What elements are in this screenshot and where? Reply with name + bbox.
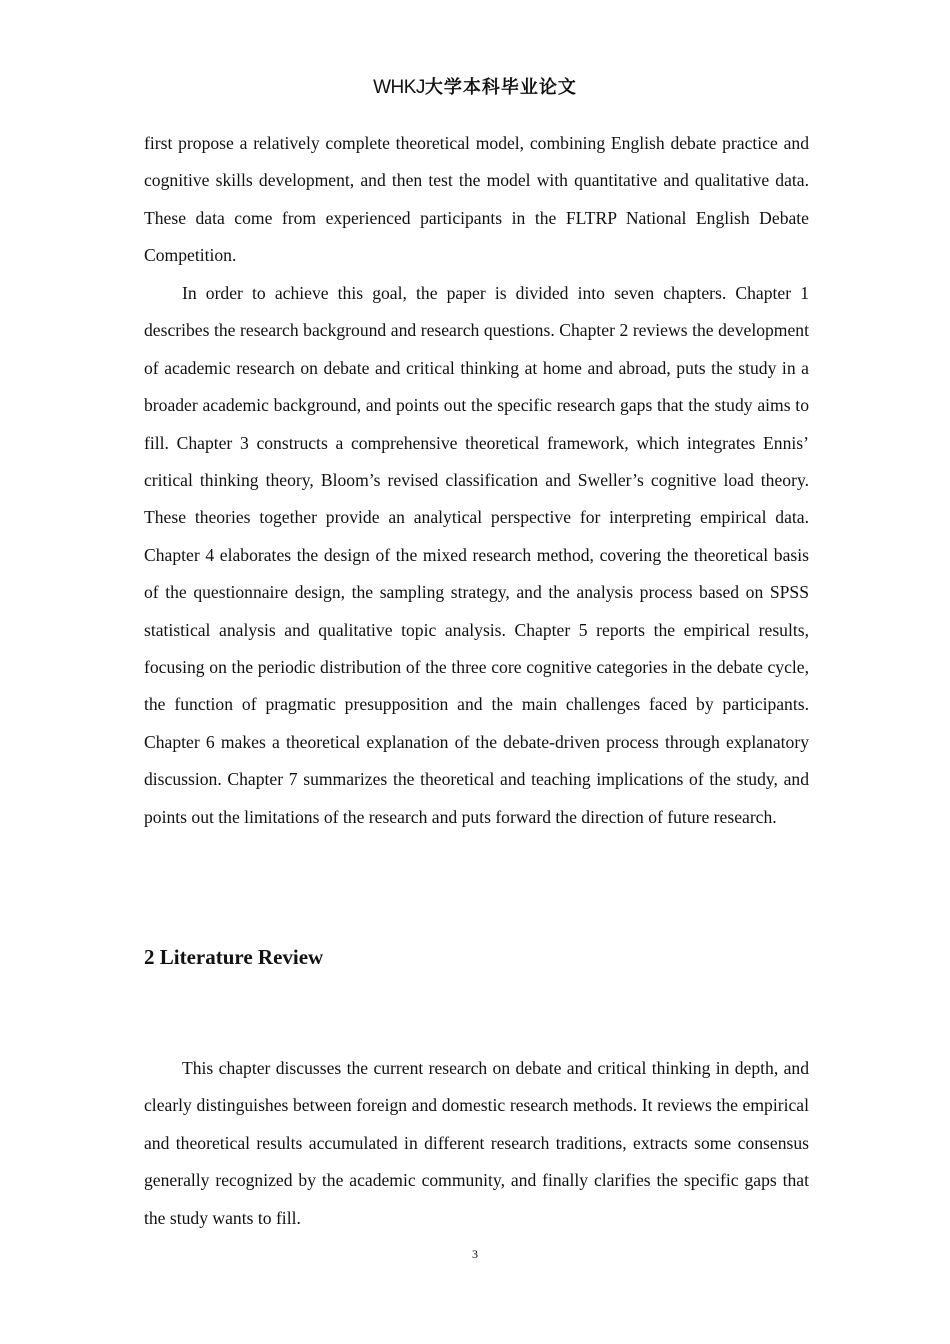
header-latin-text: WHKJ	[373, 77, 425, 98]
body-paragraph-continued: first propose a relatively complete theoretical model, combining English debate practice and cognitive skills development, and then test the model with quantitative and qualitative data. These data come from experienced participants in the FLTRP National English Debate Competition.	[144, 133, 809, 266]
body-paragraph-literature-intro: This chapter discusses the current research on debate and critical thinking in depth, and clearly distinguishes between foreign and domestic research methods. It reviews the empirical and theoretical results accumulated in different research traditions, extracts some consensus generally recognized by the academic community, and finally clarifies the specific gaps that the study wants to fill.	[144, 1058, 809, 1228]
header-cjk-text: 大学本科毕业论文	[424, 77, 577, 98]
page-header	[0, 73, 950, 99]
page-number: 3	[472, 1247, 478, 1261]
body-paragraph-chapter-overview: In order to achieve this goal, the paper is divided into seven chapters. Chapter 1 describes the research background and research questions. Chapter 2 reviews the development of academic research on debate and critical thinking at home and abroad, puts the study in a broader academic background, and points out the specific research gaps that the study aims to fill. Chapter 3 constructs a comprehensive theoretical framework, which integrates Ennis’ critical thinking theory, Bloom’s revised classification and Sweller’s cognitive load theory. These theories together provide an analytical perspective for interpreting empirical data. Chapter 4 elaborates the design of the mixed research method, covering the theoretical basis of the questionnaire design, the sampling strategy, and the analysis process based on SPSS statistical analysis and qualitative topic analysis. Chapter 5 reports the empirical results, focusing on the periodic distribution of the three core cognitive categories in the debate cycle, the function of pragmatic presupposition and the main challenges faced by participants. Chapter 6 makes a theoretical explanation of the debate-driven process through explanatory discussion. Chapter 7 summarizes the theoretical and teaching implications of the study, and points out the limitations of the research and puts forward the direction of future research.	[144, 283, 809, 827]
section-heading: 2 Literature Review	[144, 945, 324, 969]
